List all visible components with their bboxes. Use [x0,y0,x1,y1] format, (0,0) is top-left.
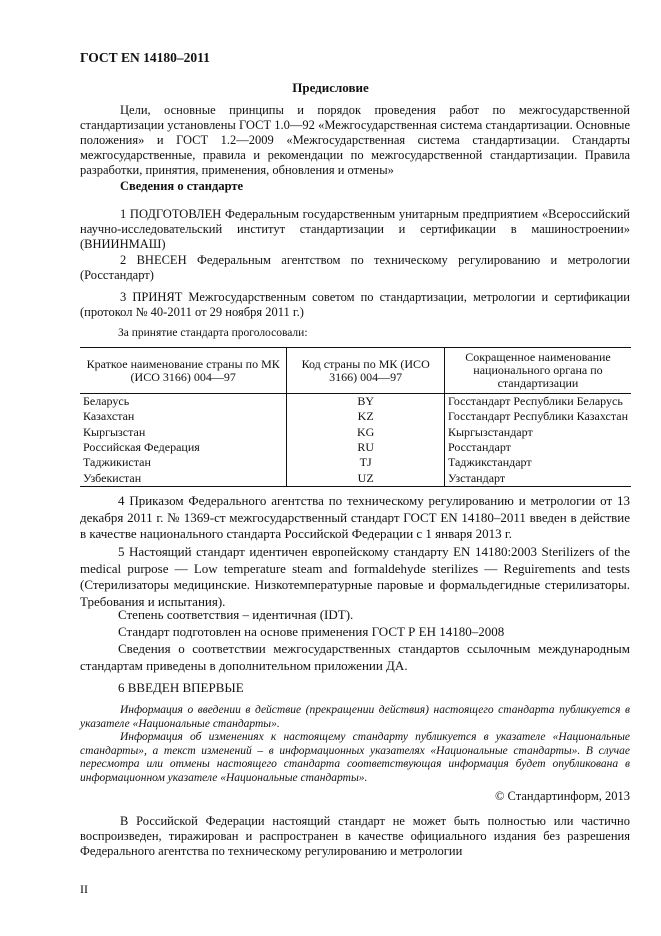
table-row [80,394,631,410]
info-paragraph-1: Информация о введении в действие (прекращении действия) настоящего стандарта публикуется в указателе «Национальные стандарты». [80,704,630,730]
body-cell: Таджикстандарт [444,455,631,470]
item-2-paragraph: 2 ВНЕСЕН Федеральным агентством по техническому регулированию и метрологии (Росстандарт) [80,253,630,282]
table-row [80,425,631,440]
intro-paragraph: Цели, основные принципы и порядок проведения работ по межгосударственной стандартизации установлены ГОСТ 1.0—92 «Межгосударственная система стандартизации. Основные положения» и ГОСТ 1.2—2009 «Межгосударственная система стандартизации. Стандарты межгосударственные, правила и рекомендации по межгосударственной стандартизации. Правила разработки, принятия, применения, обновления и отмены» [80,103,630,177]
document-header: ГОСТ EN 14180–2011 [80,50,210,65]
country-cell: Узбекистан [80,470,287,486]
item-4-paragraph: 4 Приказом Федерального агентства по техническому регулированию и метрологии от 13 декабря 2011 г. № 1369-ст межгосударственный стандарт ГОСТ EN 14180–2011 введен в действие в качестве национального стандарта Российской Федерации с 1 января 2013 г. [80,493,630,541]
country-cell: Кыргызстан [83,424,146,439]
vote-label: За принятие стандарта проголосовали: [118,327,308,339]
table-row [80,455,631,470]
code-cell: BY [287,394,445,410]
country-cell: Беларусь [83,394,130,409]
code-cell: KG [287,425,445,440]
code-cell: UZ [287,470,445,486]
page-title: Предисловие [292,80,369,95]
item-5-paragraph: 5 Настоящий стандарт идентичен европейскому стандарту EN 14180:2003 Sterilizers of the medical purpose — Low temperature steam and formaldehyde sterilizes — Reguirements and tests (Стерилизаторы медицинские. Низкотемпературные паровые и формальдегидные стерилизаторы. Требования и испытания). [80,544,630,609]
table-row [80,409,631,424]
refs-paragraph: Сведения о соответствии межгосударственных стандартов ссылочным международным стандартам приведены в дополнительном приложении ДА. [80,641,630,673]
table-row [80,470,631,486]
item-6-paragraph: 6 ВВЕДЕН ВПЕРВЫЕ [118,680,244,695]
table-header-row [80,348,631,394]
table-row [80,440,631,455]
body-cell: Узстандарт [444,470,631,486]
voting-table [80,347,631,487]
code-cell: KZ [287,409,445,424]
info-paragraph-2: Информация об изменениях к настоящему стандарту публикуется в указателе «Национальные стандарты», а текст изменений – в информационных указателях «Национальные стандарты». В случае пересмотра или отмены настоящего стандарта соответствующая информация будет опубликована в информационном указателе «Национальные стандарты». [80,731,630,784]
item-3-paragraph: 3 ПРИНЯТ Межгосударственным советом по стандартизации, метрологии и сертификации (протокол № 40-2011 от 29 ноября 2011 г.) [80,290,630,319]
country-cell: Таджикистан [83,455,151,470]
body-cell: Кыргызстандарт [444,425,631,440]
table-header-cell: Сокращенное наименование национального органа по стандартизации [444,348,631,394]
copyright-notice: © Стандартинформ, 2013 [494,789,630,803]
section-heading: Сведения о стандарте [120,179,244,193]
degree-paragraph: Степень соответствия – идентичная (IDT). [118,607,354,622]
country-cell: Российская Федерация [83,440,200,455]
basis-paragraph: Стандарт подготовлен на основе применения ГОСТ Р ЕН 14180–2008 [118,624,505,639]
item-1-paragraph: 1 ПОДГОТОВЛЕН Федеральным государственным унитарным предприятием «Всероссийский научно-исследовательский институт стандартизации и сертификации в машиностроении» (ВНИИНМАШ) [80,207,630,251]
table-header-cell: Краткое наименование страны по МК (ИСО 3166) 004—97 [80,348,287,394]
rights-paragraph: В Российской Федерации настоящий стандарт не может быть полностью или частично воспроизведен, тиражирован и распространен в качестве официального издания без разрешения Федерального агентства по техническому регулированию и метрологии [80,814,630,858]
table-header-cell: Код страны по МК (ИСО 3166) 004—97 [287,348,445,394]
body-cell: Госстандарт Республики Беларусь [444,394,631,410]
code-cell: TJ [287,455,445,470]
body-cell: Росстандарт [444,440,631,455]
page-number: II [80,882,88,896]
body-cell: Госстандарт Республики Казахстан [444,409,631,424]
country-cell: Казахстан [83,409,135,424]
code-cell: RU [287,440,445,455]
